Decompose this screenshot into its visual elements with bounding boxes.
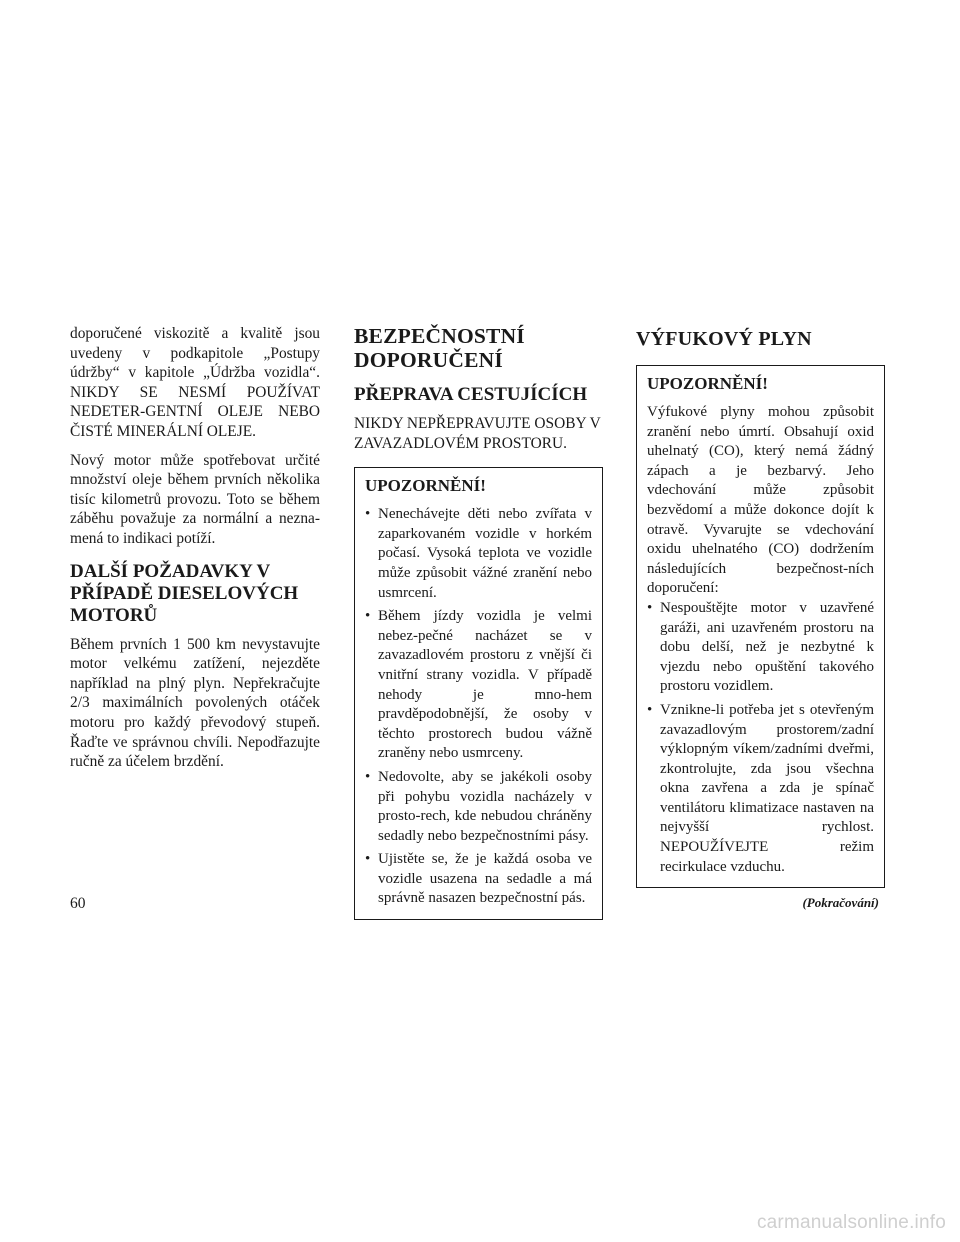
list-item: • Nedovolte, aby se jakékoli osoby při pohybu vozidla nacházely v prosto-rech, kde nebudou chráněny sedadly nebo bezpečnostními pásy.	[365, 768, 592, 844]
bullet-icon: •	[647, 701, 653, 718]
list-item: • Během jízdy vozidla je velmi nebez-pečné nacházet se v zavazadlovém prostoru z vnější či vnitřní strany vozidla. V případě nehody je mno-hem pravděpodobnější, že osoby v těchto prostorech budou vážně zraněny nebo usmrceny.	[365, 608, 592, 762]
warning-title: UPOZORNĚNÍ!	[365, 476, 486, 496]
chapter-title-exhaust: VÝFUKOVÝ PLYN	[636, 328, 812, 350]
column-left	[70, 324, 320, 781]
chapter-title-safety: BEZPEČNOSTNÍ DOPORUČENÍ	[354, 324, 525, 372]
bullet-icon: •	[365, 506, 371, 523]
paragraph-diesel-break-in: Během prvních 1 500 km nevystavujte motor velkému zatížení, nejezděte například na plný plyn. Nepřekračujte 2/3 maximálních povolených otáček motoru pro každý převodový stupeň. Řaďte ve správnou chvíli. Nepodřazujte ručně za účelem brzdění.	[70, 635, 320, 771]
warning-box-exhaust	[636, 365, 885, 888]
bullet-icon: •	[365, 851, 371, 868]
list-item: • Nespouštějte motor v uzavřené garáži, ani uzavřeném prostoru na dobu delší, než je nezbytné k vjezdu nebo opuštění takového prostoru vozidlem.	[647, 599, 874, 695]
bullet-icon: •	[365, 608, 371, 625]
watermark: carmanualsonline.info	[756, 1212, 946, 1233]
warning-title: UPOZORNĚNÍ!	[647, 374, 768, 393]
warning-list	[365, 505, 592, 909]
continued-note: (Pokračování)	[802, 895, 879, 911]
paragraph-oil-viscosity: doporučené viskozitě a kvalitě jsou uvedeny v podkapitole „Postupy údržby“ v kapitole „Údržba vozidla“. NIKDY SE NESMÍ POUŽÍVAT NEDETER-GENTNÍ OLEJE NEBO ČISTÉ MINERÁLNÍ OLEJE.	[70, 325, 320, 440]
warning-list	[647, 599, 874, 877]
paragraph-no-cargo-passengers: NIKDY NEPŘEPRAVUJTE OSOBY V ZAVAZADLOVÉM PROSTORU.	[354, 415, 601, 452]
warning-box-passengers	[354, 467, 603, 920]
column-right	[636, 324, 885, 912]
section-title-diesel: DALŠÍ POŽADAVKY V PŘÍPADĚ DIESELOVÝCH MOTORŮ	[70, 560, 299, 626]
bullet-icon: •	[365, 768, 371, 785]
section-title-passengers: PŘEPRAVA CESTUJÍCÍCH	[354, 384, 588, 405]
list-item: • Nenechávejte děti nebo zvířata v zaparkovaném vozidle v horkém počasí. Vysoká teplota ve vozidle může způsobit vážné zranění nebo usmrcení.	[365, 506, 592, 601]
list-item: • Vznikne-li potřeba jet s otevřeným zavazadlovým prostorem/zadní výklopným víkem/zadními dveřmi, zkontrolujte, zda jsou všechna okna zavřena a zda je spínač ventilátoru klimatizace nastaven na nejvyšší rychlost. NEPOUŽÍVEJTE režim recirkulace vzduchu.	[647, 701, 874, 875]
warning-intro: Výfukové plyny mohou způsobit zranění nebo úmrtí. Obsahují oxid uhelnatý (CO), který nemá žádný zápach a je bezbarvý. Jeho vdechování může způsobit bezvědomí a může dokonce dojít k otravě. Vyvarujte se vdechování oxidu uhelnatého (CO) dodržením následujících bezpečnost-ních doporučení:	[647, 404, 874, 597]
column-middle	[354, 324, 603, 920]
page-number: 60	[70, 895, 86, 912]
paragraph-new-engine-oil: Nový motor může spotřebovat určité množství oleje během prvních několika tisíc kilometrů provozu. Toto se během záběhu považuje za normální a nezna-mená to indikaci potíží.	[70, 451, 320, 547]
bullet-icon: •	[647, 599, 653, 616]
list-item: • Ujistěte se, že je každá osoba ve vozidle usazena na sedadle a má správně nasazen bezpečnostní pás.	[365, 851, 592, 907]
